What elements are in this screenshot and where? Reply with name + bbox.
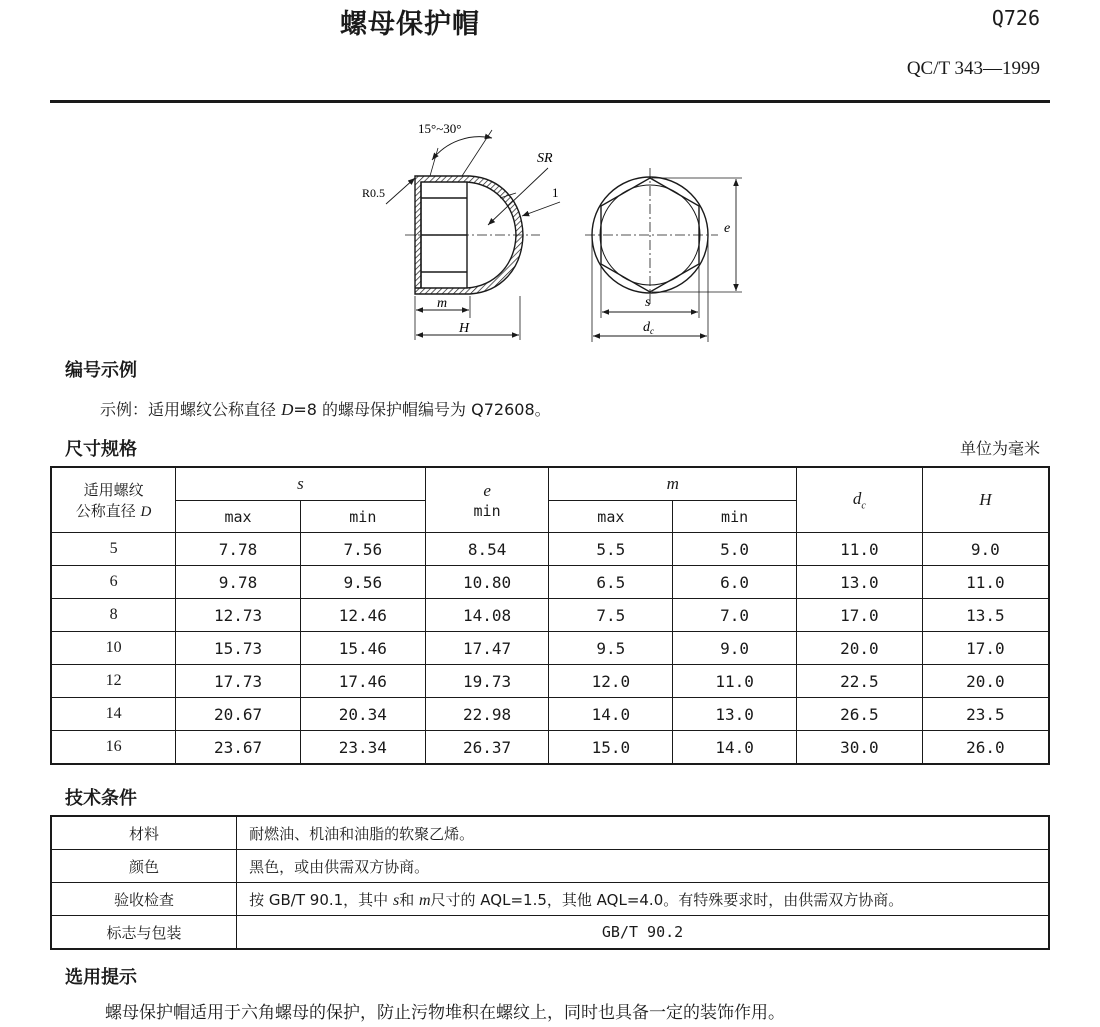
tech-row-material [51,816,1049,850]
table-cell: 14.0 [549,698,673,731]
table-cell: 7.5 [549,599,673,632]
standard-number: QC/T 343—1999 [906,58,1040,79]
table-row [51,632,1049,665]
table-cell: 14 [51,698,176,731]
table-cell: 26.5 [796,698,922,731]
section-size-title: 尺寸规格 [65,439,137,460]
table-cell: 7.56 [300,533,425,566]
h-dimension-label: H [459,321,470,336]
e-dimension-label: e [724,221,731,236]
header-m-max: max [549,501,673,533]
table-cell: 11.0 [922,566,1049,599]
table-cell: 12.46 [300,599,425,632]
table-cell: 12.73 [176,599,301,632]
table-cell: 30.0 [796,731,922,765]
unit-note: 单位为毫米 [959,439,1040,458]
table-cell: 7.78 [176,533,301,566]
table-row [51,566,1049,599]
section-tech-title: 技术条件 [65,788,137,809]
header-s-min: min [300,501,425,533]
sr-label: SR [537,151,553,166]
table-cell: 20.34 [300,698,425,731]
table-cell: 12.0 [549,665,673,698]
table-cell: 20.0 [922,665,1049,698]
table-cell: 23.67 [176,731,301,765]
tech-label: 标志与包装 [51,916,237,950]
table-cell: 5.5 [549,533,673,566]
table-row [51,731,1049,765]
cap-drawing [0,0,1100,350]
thickness-label: 1 [552,185,559,200]
table-cell: 6.5 [549,566,673,599]
doc-code: Q726 [991,6,1040,30]
table-cell: 17.73 [176,665,301,698]
radius-label: R0.5 [362,186,386,200]
tips-text: 螺母保护帽适用于六角螺母的保护，防止污物堆积在螺纹上，同时也具备一定的装饰作用。 [105,1003,785,1023]
header-m-min: min [673,501,797,533]
table-cell: 23.34 [300,731,425,765]
table-cell: 22.98 [425,698,549,731]
numbering-example: 示例：适用螺纹公称直径 D=8 的螺母保护帽编号为 Q72608。 [100,400,551,419]
table-cell: 9.56 [300,566,425,599]
table-cell: 17.46 [300,665,425,698]
header-s: s [176,467,426,501]
angle-label: 15°~30° [418,121,462,136]
table-cell: 17.0 [922,632,1049,665]
table-row [51,665,1049,698]
tech-conditions-table [50,815,1050,950]
tech-value: 耐燃油、机油和油脂的软聚乙烯。 [237,816,1049,850]
tech-label: 验收检查 [51,883,237,916]
table-cell: 10 [51,632,176,665]
table-cell: 9.0 [673,632,797,665]
table-cell: 13.0 [796,566,922,599]
tech-value: 按 GB/T 90.1，其中 s和 m尺寸的 AQL=1.5，其他 AQL=4.0。有特殊要求时，由供需双方协商。 [237,883,1049,916]
table-cell: 9.0 [922,533,1049,566]
table-cell: 8.54 [425,533,549,566]
header-m: m [549,467,797,501]
tech-value: 黑色，或由供需双方协商。 [237,850,1049,883]
table-cell: 14.0 [673,731,797,765]
dc-dimension-label: $d_c$ [643,320,654,336]
header-s-max: max [176,501,301,533]
table-row [51,533,1049,566]
table-cell: 5.0 [673,533,797,566]
table-cell: 13.0 [673,698,797,731]
table-cell: 15.73 [176,632,301,665]
table-cell: 7.0 [673,599,797,632]
table-cell: 10.80 [425,566,549,599]
table-cell: 17.47 [425,632,549,665]
section-numbering-title: 编号示例 [65,360,137,381]
page-title: 螺母保护帽 [340,9,480,40]
table-row [51,599,1049,632]
header-dc: $d_c$ [796,467,922,533]
tech-row-color [51,850,1049,883]
table-cell: 22.5 [796,665,922,698]
table-cell: 5 [51,533,176,566]
tech-label: 颜色 [51,850,237,883]
tech-value: GB/T 90.2 [237,916,1049,950]
table-cell: 9.5 [549,632,673,665]
table-cell: 11.0 [796,533,922,566]
table-cell: 15.0 [549,731,673,765]
table-cell: 15.46 [300,632,425,665]
table-header-row [51,467,1049,501]
tech-row-marking [51,916,1049,950]
m-dimension-label: m [437,296,448,311]
table-cell: 17.0 [796,599,922,632]
header-h: H [922,467,1049,533]
header-thread-diameter: 适用螺纹 公称直径 D [51,467,176,533]
table-cell: 20.0 [796,632,922,665]
header-e: e min [425,467,549,533]
tech-row-inspection [51,883,1049,916]
tech-label: 材料 [51,816,237,850]
table-cell: 26.0 [922,731,1049,765]
table-cell: 13.5 [922,599,1049,632]
front-view [585,168,742,342]
table-cell: 14.08 [425,599,549,632]
table-cell: 20.67 [176,698,301,731]
table-cell: 6.0 [673,566,797,599]
side-view [386,130,560,340]
table-cell: 16 [51,731,176,765]
table-cell: 9.78 [176,566,301,599]
s-dimension-label: s [645,295,651,310]
section-tips-title: 选用提示 [65,967,137,988]
table-row [51,698,1049,731]
table-cell: 6 [51,566,176,599]
table-cell: 19.73 [425,665,549,698]
table-cell: 12 [51,665,176,698]
dimension-table [50,466,1050,765]
table-cell: 26.37 [425,731,549,765]
table-cell: 23.5 [922,698,1049,731]
table-cell: 11.0 [673,665,797,698]
table-cell: 8 [51,599,176,632]
